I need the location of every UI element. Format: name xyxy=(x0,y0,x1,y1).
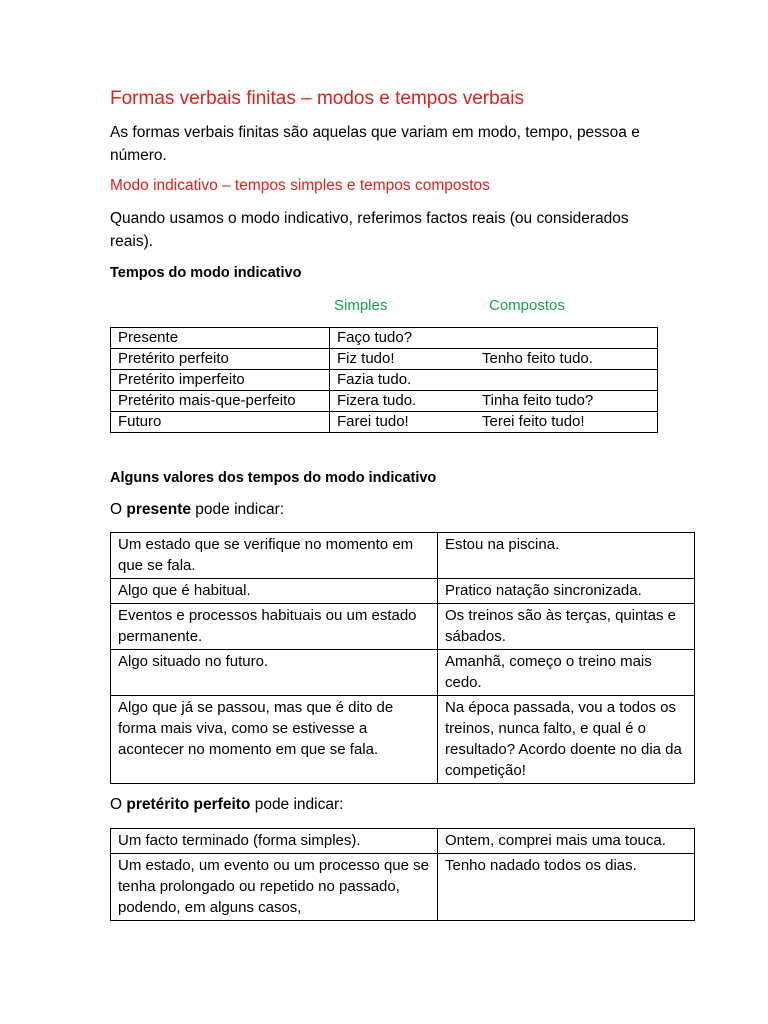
exemplo-cell: Amanhã, começo o treino mais cedo. xyxy=(438,650,695,696)
presente-table xyxy=(110,532,695,784)
valor-cell: Algo que é habitual. xyxy=(111,579,438,604)
tempos-heading: Tempos do modo indicativo xyxy=(110,265,302,281)
table-row xyxy=(111,854,695,921)
tempo-cell: Pretérito imperfeito xyxy=(111,370,330,391)
section-intro-paragraph: Quando usamos o modo indicativo, referimos factos reais (ou considerados reais). xyxy=(110,210,629,250)
simples-cell: Fizera tudo. xyxy=(330,391,476,412)
preterito-perfeito-suffix: pode indicar: xyxy=(250,796,344,813)
tempo-cell: Futuro xyxy=(111,412,330,433)
intro-paragraph: As formas verbais finitas são aquelas que variam em modo, tempo, pessoa e número. xyxy=(110,124,640,164)
exemplo-cell: Estou na piscina. xyxy=(438,533,695,579)
compostos-cell: Tinha feito tudo? xyxy=(475,391,658,412)
presente-suffix: pode indicar: xyxy=(191,501,285,518)
column-header-compostos: Compostos xyxy=(489,297,565,314)
simples-cell: Fiz tudo! xyxy=(330,349,476,370)
table-row xyxy=(111,579,695,604)
table-row xyxy=(111,533,695,579)
valor-cell: Algo que já se passou, mas que é dito de forma mais viva, como se estivesse a acontecer no momento em que se fala. xyxy=(111,696,438,784)
column-header-simples: Simples xyxy=(334,297,388,314)
compostos-cell: Tenho feito tudo. xyxy=(475,349,658,370)
compostos-cell xyxy=(475,370,658,391)
preterito-perfeito-term: pretérito perfeito xyxy=(126,796,251,813)
table-row xyxy=(111,370,658,391)
tempo-cell: Presente xyxy=(111,328,330,349)
presente-prefix: O xyxy=(110,501,127,518)
exemplo-cell: Ontem, comprei mais uma touca. xyxy=(438,829,695,854)
section-title: Modo indicativo – tempos simples e tempos compostos xyxy=(110,177,490,194)
valor-cell: Um estado, um evento ou um processo que se tenha prolongado ou repetido no passado, podendo, em alguns casos, xyxy=(111,854,438,921)
table-row xyxy=(111,604,695,650)
compostos-cell xyxy=(475,328,658,349)
exemplo-cell: Pratico natação sincronizada. xyxy=(438,579,695,604)
valores-heading: Alguns valores dos tempos do modo indicativo xyxy=(110,470,437,486)
compostos-cell: Terei feito tudo! xyxy=(475,412,658,433)
presente-intro xyxy=(110,501,284,519)
valor-cell: Algo situado no futuro. xyxy=(111,650,438,696)
presente-term: presente xyxy=(126,501,191,518)
table-row xyxy=(111,696,695,784)
valor-cell: Eventos e processos habituais ou um estado permanente. xyxy=(111,604,438,650)
table-row xyxy=(111,829,695,854)
valor-cell: Um facto terminado (forma simples). xyxy=(111,829,438,854)
simples-cell: Fazia tudo. xyxy=(330,370,476,391)
valor-cell: Um estado que se verifique no momento em que se fala. xyxy=(111,533,438,579)
exemplo-cell: Na época passada, vou a todos os treinos, nunca falto, e qual é o resultado? Acordo doente no dia da competição! xyxy=(438,696,695,784)
exemplo-cell: Tenho nadado todos os dias. xyxy=(438,854,695,921)
tempo-cell: Pretérito perfeito xyxy=(111,349,330,370)
exemplo-cell: Os treinos são às terças, quintas e sábados. xyxy=(438,604,695,650)
preterito-perfeito-intro xyxy=(110,796,343,814)
preterito-perfeito-table xyxy=(110,828,695,921)
table-row xyxy=(111,412,658,433)
preterito-perfeito-prefix: O xyxy=(110,796,127,813)
simples-cell: Faço tudo? xyxy=(330,328,476,349)
table-row xyxy=(111,391,658,412)
tempos-table xyxy=(110,327,658,433)
table-row xyxy=(111,328,658,349)
document-title: Formas verbais finitas – modos e tempos verbais xyxy=(110,88,524,109)
simples-cell: Farei tudo! xyxy=(330,412,476,433)
tempo-cell: Pretérito mais-que-perfeito xyxy=(111,391,330,412)
table-row xyxy=(111,650,695,696)
table-row xyxy=(111,349,658,370)
